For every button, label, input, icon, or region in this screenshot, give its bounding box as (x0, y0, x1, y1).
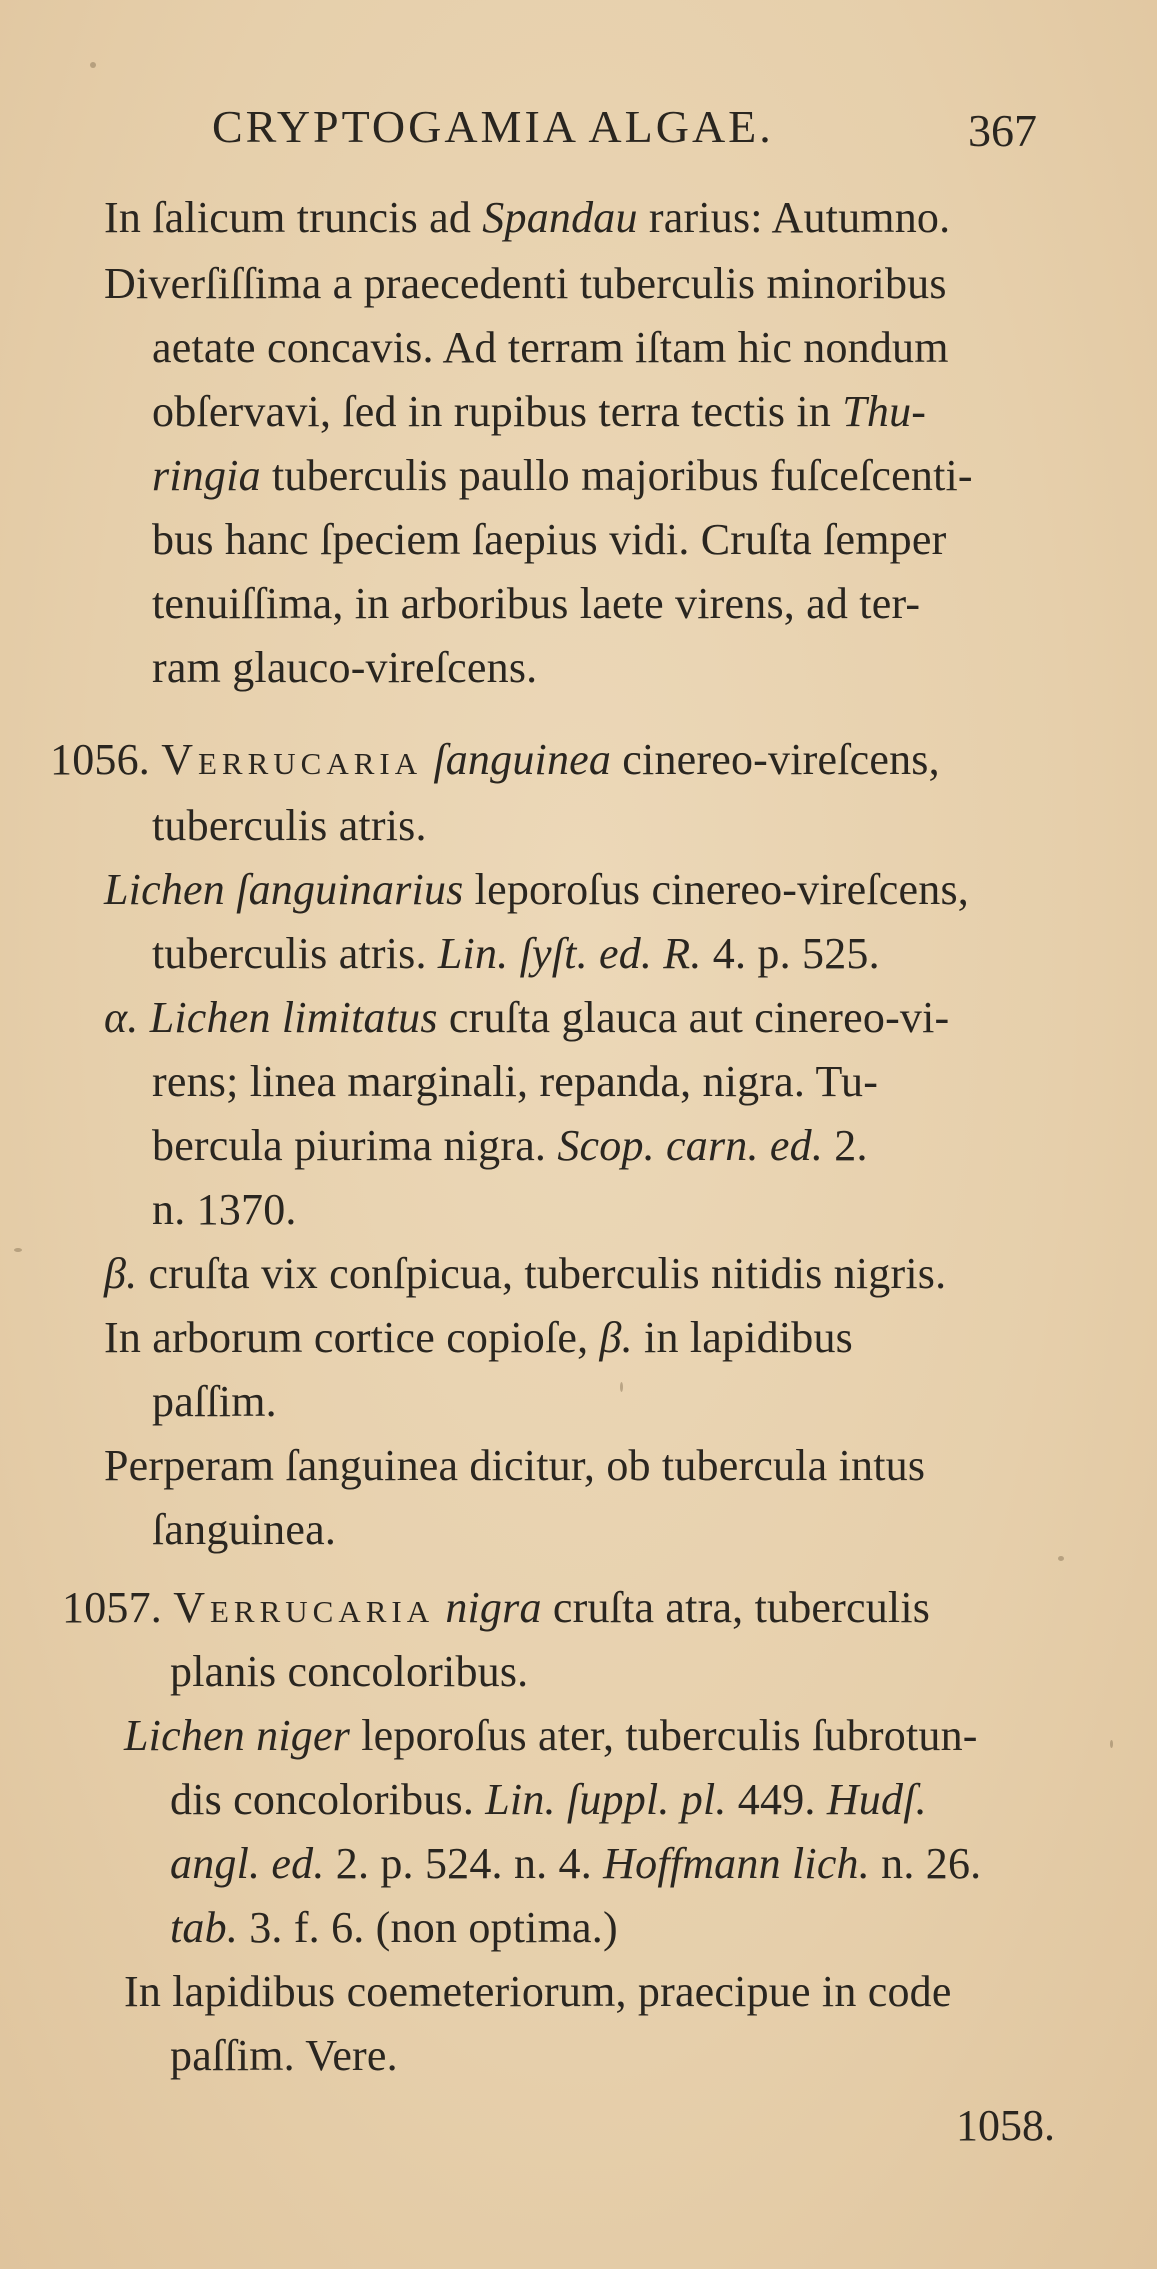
entry-number: 1057. (62, 1583, 162, 1632)
citation: Hoffmann lich. (603, 1839, 870, 1888)
text-span: tuberculis paullo majoribus fuſceſcenti- (260, 451, 973, 500)
species-name: nigra (445, 1583, 542, 1632)
text-span: 2. p. 524. n. 4. (324, 1839, 604, 1888)
habitat-line: In lapidibus coemeteriorum, praecipue in code (124, 1967, 952, 2016)
note-line: Perperam ſanguinea dicitur, ob tubercula intus (104, 1441, 926, 1490)
synonym-line (104, 865, 969, 914)
citation: Lin. ſuppl. pl. (485, 1775, 727, 1824)
text-line: aetate concavis. Ad terram iſtam hic nondum (152, 323, 949, 372)
text-span: bercula piurima nigra. (152, 1121, 558, 1170)
text-line: Diverſiſſima a praecedenti tuberculis minoribus (104, 259, 947, 308)
variety-alpha-line (104, 993, 950, 1042)
paper-speck (14, 1248, 22, 1252)
text-span: 4. p. 525. (701, 929, 880, 978)
genus-name: Verrucaria (161, 735, 423, 784)
entry-number: 1056. (50, 735, 150, 784)
text-line: ſanguinea. (152, 1505, 337, 1554)
place-name: Spandau (482, 193, 638, 242)
text-line: bus hanc ſpeciem ſaepius vidi. Cruſta ſemper (152, 515, 947, 564)
citation: Scop. carn. ed. (557, 1121, 824, 1170)
text-line: paſſim. Vere. (170, 2031, 398, 2080)
text-line (170, 1839, 982, 1888)
text-span: in lapidibus (632, 1313, 853, 1362)
text-span: cruſta vix conſpicua, tuberculis nitidis nigris. (137, 1249, 947, 1298)
genus-name: Verrucaria (173, 1583, 435, 1632)
variety-mark: β. (104, 1249, 138, 1298)
place-name: Thu- (842, 387, 927, 436)
text-span: In arborum cortice copioſe, (104, 1313, 600, 1362)
synonym-line (124, 1711, 978, 1760)
text-line (152, 451, 973, 500)
citation: Lin. ſyſt. ed. R. (437, 929, 702, 978)
citation: angl. ed. (170, 1839, 325, 1888)
synonym-name: Lichen limitatus (149, 993, 438, 1042)
variety-mark: β. (599, 1313, 633, 1362)
text-span: dis concoloribus. (170, 1775, 486, 1824)
text-span: 2. (823, 1121, 868, 1170)
entry-heading (62, 1583, 931, 1632)
paper-speck (1110, 1740, 1113, 1748)
text-line (170, 1775, 927, 1824)
text-span: n. 26. (869, 1839, 982, 1888)
synonym-name: Lichen niger (124, 1711, 351, 1760)
catchword: 1058. (956, 2101, 1055, 2150)
text-line: rens; linea marginali, repanda, nigra. Tu- (152, 1057, 879, 1106)
variety-mark: α. (104, 993, 139, 1042)
paper-speck (90, 62, 96, 68)
text-span: In ſalicum truncis ad (104, 193, 483, 242)
text-span: rarius: Autumno. (637, 193, 951, 242)
citation: Hudſ. (826, 1775, 927, 1824)
text-line: tenuiſſima, in arboribus laete virens, ad ter- (152, 579, 921, 628)
text-line: tuberculis atris. (152, 801, 427, 850)
text-line (170, 1903, 618, 1952)
citation: tab. (170, 1903, 239, 1952)
text-line (152, 1121, 868, 1170)
text-line: paſſim. (152, 1377, 277, 1426)
habitat-line (104, 1313, 853, 1362)
species-name: ſanguinea (433, 735, 612, 784)
text-line: n. 1370. (152, 1185, 297, 1234)
text-span: 3. f. 6. (non optima.) (238, 1903, 618, 1952)
place-name: ringia (152, 451, 261, 500)
text-line (152, 387, 927, 436)
paper-speck (620, 1382, 623, 1392)
text-span: 449. (726, 1775, 827, 1824)
text-line (152, 929, 880, 978)
text-span: cruſta atra, tuberculis (541, 1583, 931, 1632)
variety-beta-line (104, 1249, 947, 1298)
text-span: cinereo-vireſcens, (611, 735, 940, 784)
text-span: tuberculis atris. (152, 929, 438, 978)
paper-speck (1058, 1556, 1064, 1561)
text-line: planis concoloribus. (170, 1647, 529, 1696)
running-title: CRYPTOGAMIA ALGAE. (212, 101, 774, 152)
page-number: 367 (968, 105, 1037, 156)
text-span: leporoſus ater, tuberculis ſubrotun- (350, 1711, 978, 1760)
text-line: ram glauco-vireſcens. (152, 643, 538, 692)
text-line (104, 193, 951, 242)
synonym-name: Lichen ſanguinarius (104, 865, 464, 914)
text-span: cruſta glauca aut cinereo-vi- (437, 993, 950, 1042)
entry-heading (50, 735, 940, 784)
text-span: leporoſus cinereo-vireſcens, (463, 865, 969, 914)
text-span: obſervavi, ſed in rupibus terra tectis in (152, 387, 843, 436)
